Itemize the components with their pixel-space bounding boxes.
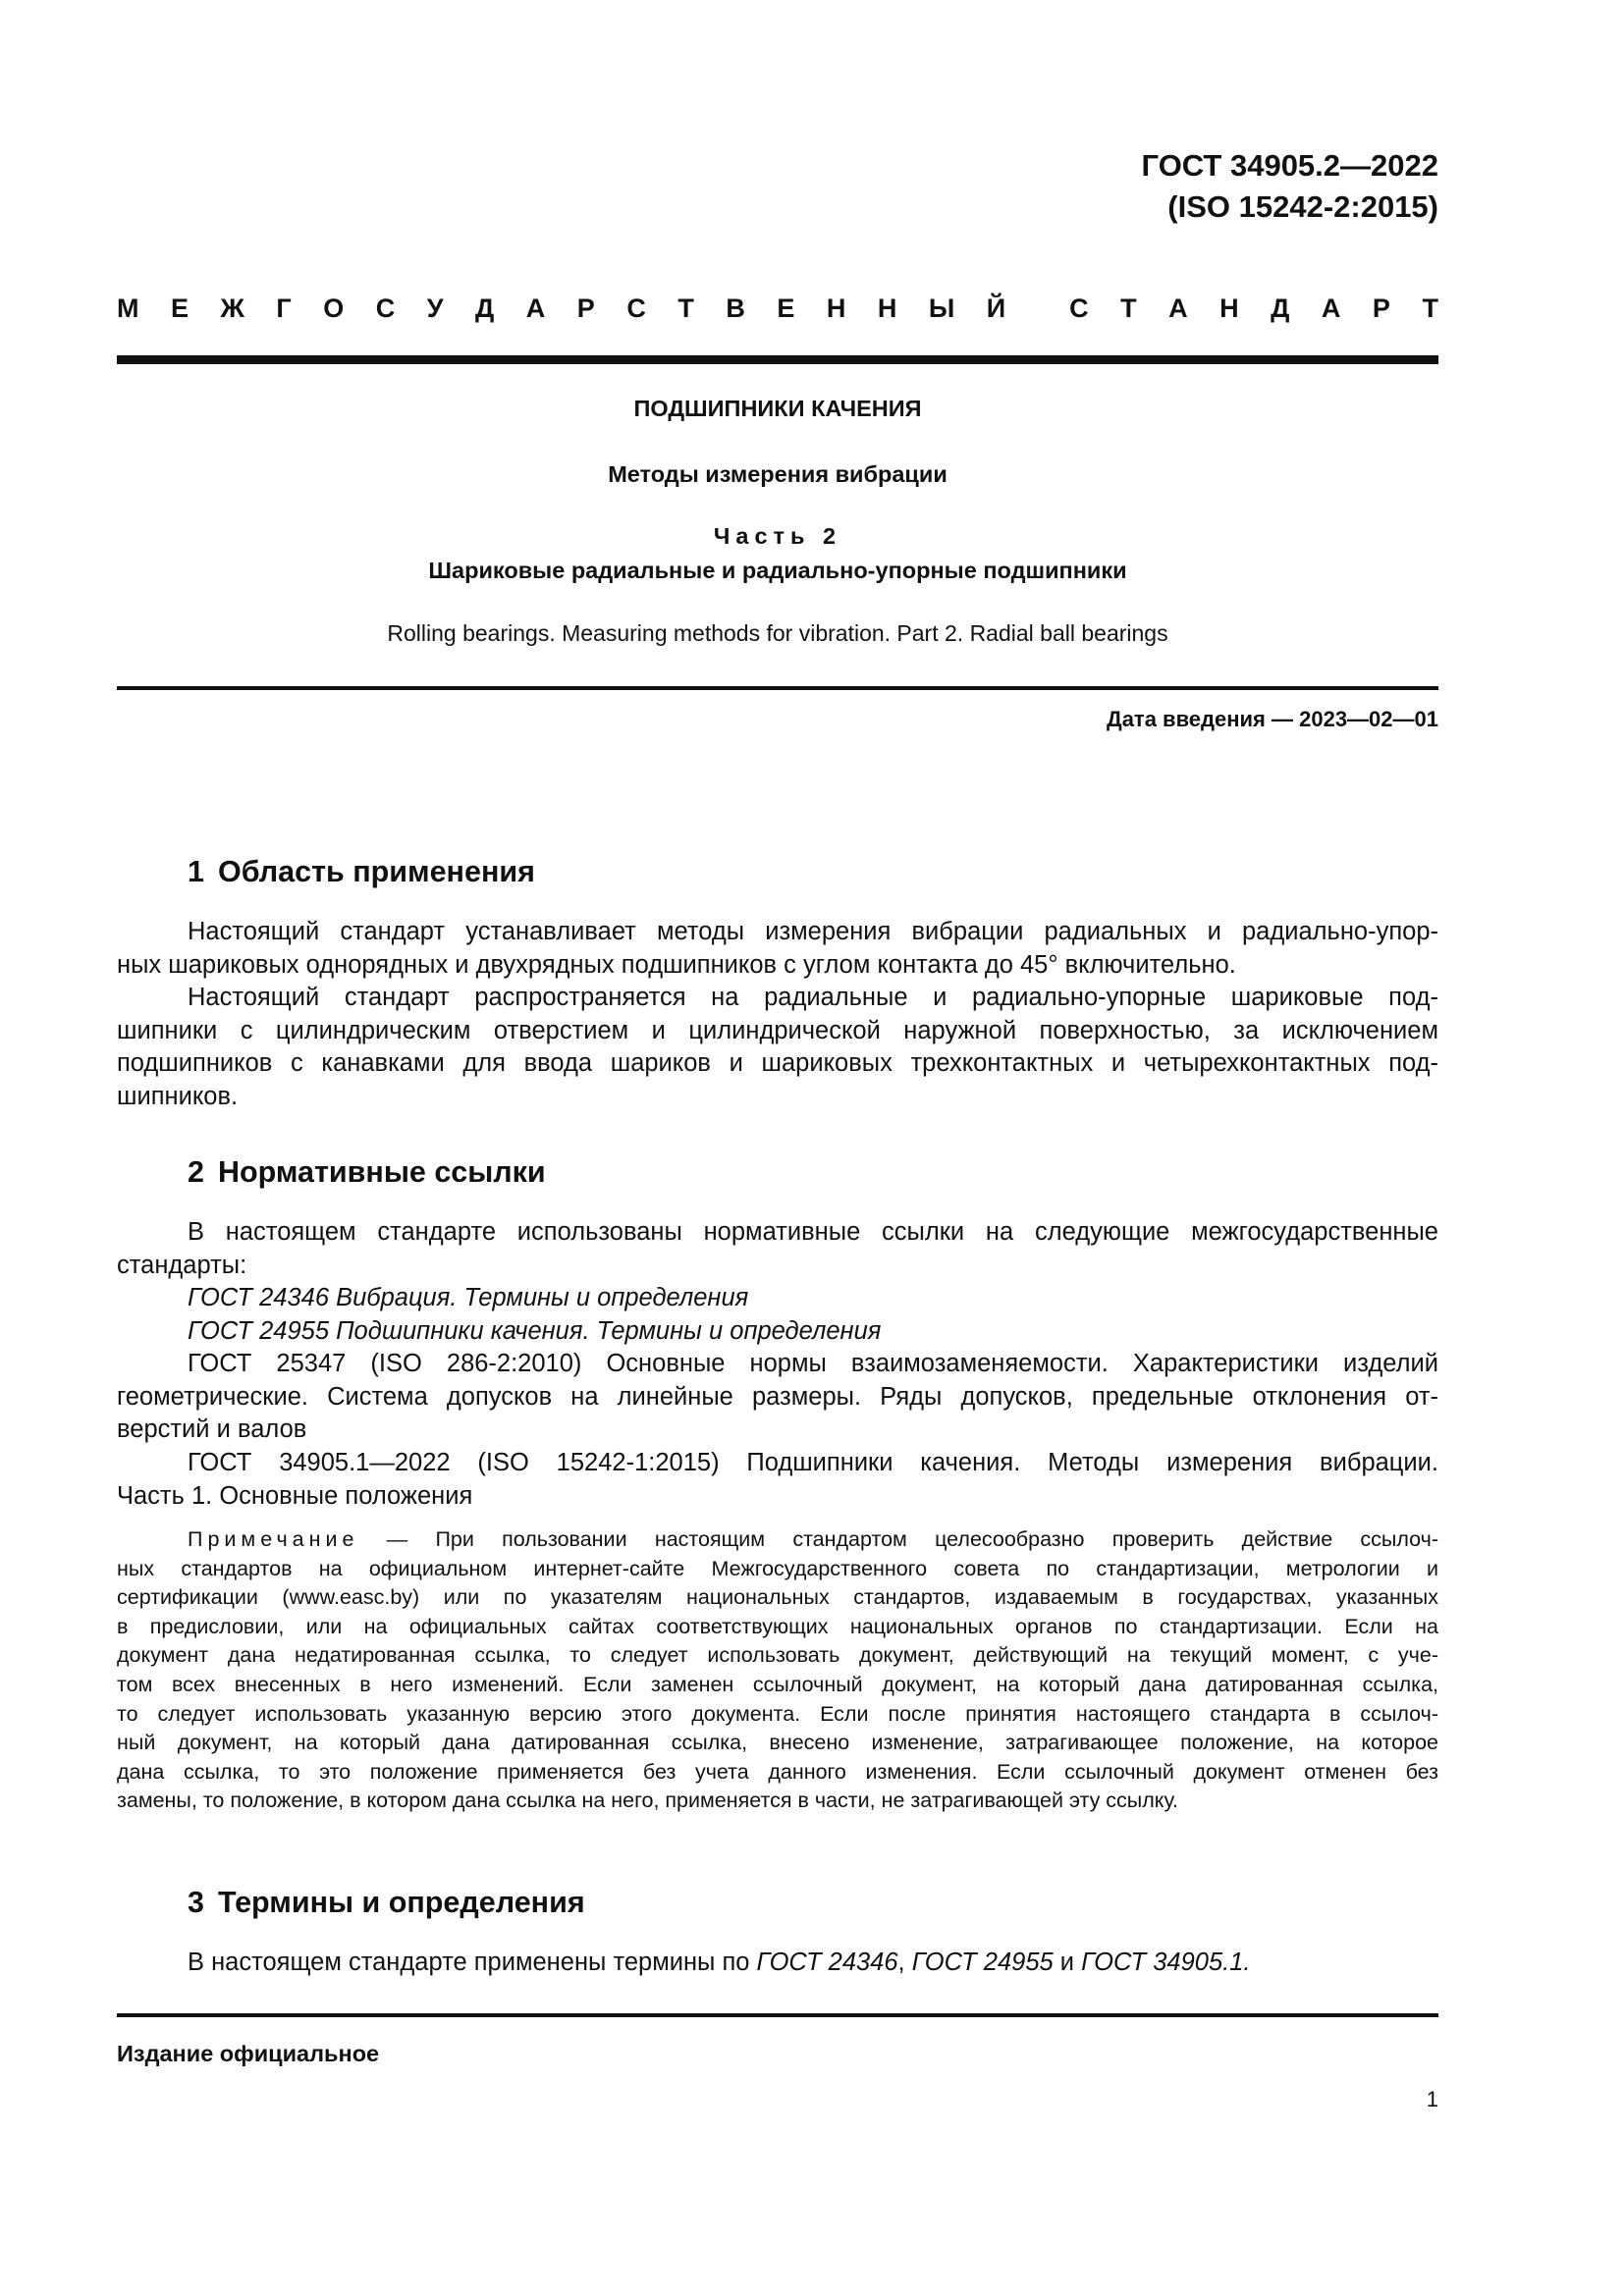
text-line: шипников. (117, 1082, 239, 1110)
banner-letter: Й (986, 294, 1006, 323)
banner-letter: А (1321, 294, 1341, 323)
doc-number: ГОСТ 34905.2—2022 (1141, 148, 1438, 183)
banner-letter: С (626, 294, 646, 323)
section-1-paragraph-1 (117, 916, 1438, 982)
note-line: то следует использовать указанную версию этого документа. Если после принятия настоящего стандарта в ссылоч- (117, 1701, 1438, 1726)
text-fragment: . (1243, 1949, 1251, 1976)
title-divider (117, 686, 1438, 690)
text-line: шипники с цилиндрическим отверстием и цилиндрической наружной поверхностью, за исключением (117, 1016, 1438, 1044)
reference-gost-25347 (117, 1348, 1438, 1447)
text-line: верстий и валов (117, 1415, 307, 1444)
document-code-block (1142, 145, 1438, 228)
title-part-name: Шариковые радиальные и радиально-упорные подшипники (428, 558, 1127, 583)
banner-letter: Е (777, 294, 795, 323)
banner-letter: Ж (220, 294, 244, 323)
banner-letter: Т (1120, 294, 1137, 323)
official-edition-label: Издание официальное (117, 2041, 380, 2066)
section-2-intro (117, 1216, 1438, 1282)
note-line: ных стандартов на официальном интернет-сайте Межгосударственного совета по стандартизации, метрологии и (117, 1556, 1438, 1580)
section-1-paragraph-2 (117, 982, 1438, 1113)
reference-gost-24955: ГОСТ 24955 Подшипники качения. Термины и определения (188, 1317, 882, 1345)
text-line: Настоящий стандарт распространяется на радиальные и радиально-упорные шариковые под- (188, 984, 1438, 1011)
top-divider (117, 355, 1438, 364)
note-label: Примечание (188, 1527, 359, 1551)
section-1-heading (188, 852, 535, 891)
section-2-heading (188, 1152, 546, 1192)
document-page (117, 0, 1438, 2296)
reference-gost-24346: ГОСТ 24346 Вибрация. Термины и определения (188, 1284, 749, 1311)
title-part: Часть 2 (713, 523, 842, 549)
section-3-heading (188, 1883, 585, 1922)
text-line: Настоящий стандарт устанавливает методы измерения вибрации радиальных и радиально-упор- (188, 918, 1438, 945)
banner-letter: Д (475, 294, 495, 323)
banner-letter: Т (677, 294, 694, 323)
text-line: геометрические. Система допусков на линейные размеры. Ряды допусков, предельные отклонения от- (117, 1382, 1438, 1411)
text-fragment: , (897, 1949, 912, 1976)
banner-letter: А (1168, 294, 1188, 323)
banner-letter: Ы (928, 294, 955, 323)
note-line: в предисловии, или на официальных сайтах соответствующих национальных органов по стандартизации. Если на (117, 1614, 1438, 1638)
section-title: Термины и определения (217, 1886, 585, 1919)
title-main: ПОДШИПНИКИ КАЧЕНИЯ (633, 396, 922, 421)
banner-letter: С (375, 294, 396, 323)
banner-letter: Д (1271, 294, 1290, 323)
title-subtitle: Методы измерения вибрации (608, 461, 947, 487)
section-title: Область применения (217, 855, 535, 888)
page-number: 1 (1426, 2087, 1438, 2111)
banner-letter: Р (1372, 294, 1390, 323)
note-line: документ дана недатированная ссылка, то следует использовать документ, действующий на текущий момент, с уче- (117, 1643, 1438, 1668)
standard-banner (117, 291, 1438, 326)
text-line: подшипников с канавками для ввода шариков и шариковых трехконтактных и четырехконтактных под- (117, 1049, 1438, 1078)
section-number: 3 (188, 1886, 204, 1919)
section-number: 1 (188, 855, 204, 888)
note-block (117, 1525, 1438, 1816)
text-line: В настоящем стандарте использованы нормативные ссылки на следующие межгосударственные (188, 1218, 1438, 1246)
banner-letter: Н (826, 294, 846, 323)
text-line: ГОСТ 34905.1—2022 (ISO 15242-1:2015) Подшипники качения. Методы измерения вибрации. (188, 1449, 1438, 1476)
banner-letter: Р (576, 294, 595, 323)
reference-gost-34905-1 (117, 1447, 1438, 1513)
note-text: — При пользовании настоящим стандартом целесообразно проверить действие ссылоч- (386, 1527, 1438, 1551)
section-title: Нормативные ссылки (217, 1155, 546, 1189)
text-line: стандарты: (117, 1251, 247, 1279)
note-line: замены, то положение, в котором дана ссылка на него, применяется в части, не затрагивающей эту ссылку. (117, 1789, 1179, 1813)
banner-letter: Е (171, 294, 189, 323)
banner-letter: А (525, 294, 546, 323)
note-line: сертификации (www.easc.by) или по указателям национальных стандартов, издаваемым в государствах, указанных (117, 1585, 1438, 1610)
introduction-date: Дата введения — 2023—02—01 (1107, 707, 1438, 731)
banner-letter: У (426, 294, 444, 323)
banner-letter: Н (877, 294, 897, 323)
section-number: 2 (188, 1155, 204, 1189)
title-english: Rolling bearings. Measuring methods for vibration. Part 2. Radial ball bearings (387, 620, 1168, 646)
banner-letter: Н (1219, 294, 1239, 323)
note-line: том всех внесенных в него изменений. Если заменен ссылочный документ, на который дана датированная ссылка, (117, 1672, 1438, 1696)
footer-divider (117, 2013, 1438, 2017)
text-fragment: и (1053, 1949, 1082, 1976)
note-first-line (117, 1525, 1438, 1555)
reference-link: ГОСТ 24955 (911, 1949, 1054, 1976)
banner-letter: С (1069, 294, 1089, 323)
section-3-paragraph (117, 1947, 1438, 1980)
banner-letter: О (323, 294, 345, 323)
reference-link: ГОСТ 24346 (756, 1949, 898, 1976)
note-line: ный документ, на который дана датированная ссылка, внесено изменение, затрагивающее положение, на которое (117, 1731, 1438, 1755)
text-line: Часть 1. Основные положения (117, 1481, 473, 1510)
iso-number: (ISO 15242-2:2015) (1167, 189, 1438, 224)
note-line: дана ссылка, то это положение применяется без учета данного изменения. Если ссылочный документ отменен без (117, 1759, 1438, 1784)
banner-letter: Г (276, 294, 292, 323)
banner-letter: М (117, 294, 139, 323)
text-line: ных шариковых однорядных и двухрядных подшипников с углом контакта до 45° включительно. (117, 950, 1236, 979)
text-line: ГОСТ 25347 (ISO 286-2:2010) Основные нормы взаимозаменяемости. Характеристики изделий (188, 1350, 1438, 1377)
text-fragment: В настоящем стандарте применены термины по (188, 1949, 757, 1976)
banner-letter: Т (1422, 294, 1438, 323)
reference-link: ГОСТ 34905.1 (1081, 1949, 1244, 1976)
banner-letter: В (726, 294, 745, 323)
